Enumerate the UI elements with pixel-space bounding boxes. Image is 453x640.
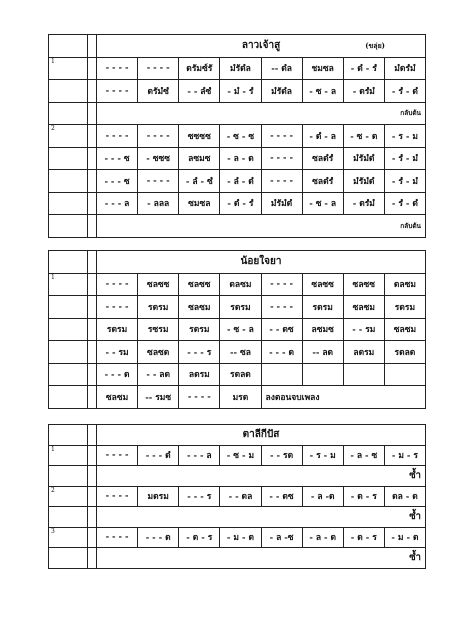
note-cell: - ล - ซ — [343, 445, 384, 466]
note-cell: ซลซซ — [179, 273, 220, 296]
note-cell: - - - ล — [179, 445, 220, 466]
note-cell: - - - - — [97, 296, 138, 319]
note-cell: ลซมซ — [179, 147, 220, 170]
section-title: น้อยใจยา — [97, 251, 426, 274]
note-cell: - - รม — [97, 341, 138, 364]
table-row — [49, 466, 426, 487]
note-cell: รดรม — [138, 296, 179, 319]
table-row — [49, 147, 426, 170]
row-number: 1 — [49, 273, 88, 296]
note-cell: - ม - ด — [384, 527, 425, 548]
note-cell: - - - - — [97, 80, 138, 103]
table-row — [49, 445, 426, 466]
note-cell: ดรัมํซํ — [138, 80, 179, 103]
note-cell: - - - ดํ — [138, 445, 179, 466]
note-cell: -- ซล — [220, 341, 261, 364]
table-row — [49, 170, 426, 193]
note-cell: - รํ - มํ — [384, 170, 425, 193]
repeat-marker: ซ้ำ — [97, 548, 426, 569]
note-cell: - - รด — [261, 445, 302, 466]
note-cell: - - - - — [138, 125, 179, 148]
section-title — [97, 35, 426, 58]
note-cell: มรด — [220, 386, 261, 409]
note-cell: ซซซซ — [179, 125, 220, 148]
note-cell: - - - - — [97, 273, 138, 296]
note-cell: - ด - ร — [179, 527, 220, 548]
note-cell: - - - ด — [138, 527, 179, 548]
note-cell: ซลซซ — [302, 273, 343, 296]
table-row — [49, 548, 426, 569]
section-tali-kipas-table — [48, 424, 426, 569]
table-row — [49, 215, 426, 238]
note-cell: - ดรํมํ — [343, 80, 384, 103]
note-cell: มํรัดํล — [261, 80, 302, 103]
note-cell: - ลํ - ซํ — [179, 170, 220, 193]
note-cell: - - - ล — [97, 192, 138, 215]
note-cell: - - - - — [261, 296, 302, 319]
note-cell: ซลซม — [97, 386, 138, 409]
note-cell: - - - - — [97, 527, 138, 548]
note-cell: มํรัมํดํ — [261, 192, 302, 215]
repeat-marker: ซ้ำ — [97, 466, 426, 487]
note-cell: ลดรม — [179, 363, 220, 386]
section-noi-jai-ya-table — [48, 250, 426, 409]
note-cell: - ซซซ — [138, 147, 179, 170]
note-cell: - - - - — [261, 170, 302, 193]
note-cell: ลดรม — [343, 341, 384, 364]
note-cell: ชมซล — [302, 57, 343, 80]
table-row — [49, 57, 426, 80]
note-cell: - - ลด — [138, 363, 179, 386]
note-cell: - ซ - ล — [220, 318, 261, 341]
table-row — [49, 386, 426, 409]
note-cell: - - - - — [261, 147, 302, 170]
note-cell: รดรม — [302, 296, 343, 319]
note-cell: - - - - — [138, 170, 179, 193]
note-cell: - - รม — [343, 318, 384, 341]
note-cell: ซลดํรํ — [302, 170, 343, 193]
note-cell: - - ลํซํ — [179, 80, 220, 103]
note-cell: มํดรํมํ — [384, 57, 425, 80]
ending-instruction: ลงตอนจบเพลง — [261, 386, 426, 409]
section-title: ตาลีกีปัส — [97, 425, 426, 446]
note-cell: - รํ - ดํ — [384, 80, 425, 103]
note-cell: - ด - ร — [343, 486, 384, 507]
note-cell: ดลซม — [220, 273, 261, 296]
note-cell: - ล - ด — [302, 527, 343, 548]
note-cell: ซลดํรํ — [302, 147, 343, 170]
note-cell: มํรัมํดํ — [343, 170, 384, 193]
note-cell: ซลซซ — [138, 273, 179, 296]
note-cell: - - - ร — [179, 341, 220, 364]
note-cell: มํรัดํล — [220, 57, 261, 80]
note-cell: ซลซม — [384, 318, 425, 341]
note-cell: - ร - ม — [302, 445, 343, 466]
note-cell: - - - - — [97, 486, 138, 507]
table-row — [49, 507, 426, 528]
table-row — [49, 296, 426, 319]
note-cell: -- รมซ — [138, 386, 179, 409]
note-cell: - - - - — [261, 125, 302, 148]
table-row — [49, 486, 426, 507]
note-cell: - - - ด — [261, 341, 302, 364]
note-cell: - - ดซ — [261, 318, 302, 341]
note-cell: - - - ซ — [97, 170, 138, 193]
note-cell: - ลลล — [138, 192, 179, 215]
note-cell: รซรม — [138, 318, 179, 341]
section-title-text: ลาวเจ้าสู — [241, 40, 281, 52]
note-cell: รดรม — [384, 296, 425, 319]
table-row — [49, 125, 426, 148]
note-cell: - - - - — [261, 273, 302, 296]
note-cell: - ซ - ด — [343, 125, 384, 148]
row-number: 1 — [49, 57, 88, 80]
note-cell: รดรม — [220, 296, 261, 319]
table-row — [49, 318, 426, 341]
note-cell: ลซมซ — [302, 318, 343, 341]
note-cell: รดลด — [220, 363, 261, 386]
note-cell: ซลซซ — [343, 273, 384, 296]
note-cell: - - - ร — [179, 486, 220, 507]
note-cell: - ดรํมํ — [343, 192, 384, 215]
note-cell: -- ลด — [302, 341, 343, 364]
note-cell: ซลซด — [138, 341, 179, 364]
note-cell: - ดํ - รํ — [220, 192, 261, 215]
table-row — [49, 273, 426, 296]
note-cell: - - ดล — [220, 486, 261, 507]
note-cell: - - ดซ — [261, 486, 302, 507]
note-cell: ดลซม — [384, 273, 425, 296]
note-cell: - ดํ - ล — [302, 125, 343, 148]
note-cell: ซลซม — [343, 296, 384, 319]
note-cell: - ลํ - ดํ — [220, 170, 261, 193]
note-cell: - ซ - ล — [302, 80, 343, 103]
note-cell: - รํ - มํ — [384, 147, 425, 170]
note-cell: - ซ - ม — [220, 445, 261, 466]
note-cell: - มํ - รํ — [220, 80, 261, 103]
table-row — [49, 341, 426, 364]
note-cell: - ดํ - รํ — [343, 57, 384, 80]
note-cell: - ล - ด — [220, 147, 261, 170]
note-cell: มดรม — [138, 486, 179, 507]
row-number: 3 — [49, 527, 88, 548]
return-to-start-note: กลับต้น — [97, 215, 426, 238]
note-cell: - - - - — [97, 57, 138, 80]
row-number: 2 — [49, 125, 88, 148]
note-cell: - ซ - ล — [302, 192, 343, 215]
note-cell: รดรม — [179, 318, 220, 341]
note-cell: - - - - — [138, 57, 179, 80]
return-to-start-note: กลับต้น — [97, 102, 426, 125]
note-cell: - - - ซ — [97, 147, 138, 170]
note-cell: - ล -ซ — [261, 527, 302, 548]
section-subtitle: (ขลุ่ย) — [365, 41, 385, 50]
note-cell: - ม - ร — [384, 445, 425, 466]
note-cell: ซลซม — [179, 296, 220, 319]
table-row — [49, 80, 426, 103]
note-cell: - - - - — [97, 125, 138, 148]
table-row — [49, 363, 426, 386]
note-cell: - - - - — [97, 445, 138, 466]
section-lao-chao-su-table — [48, 34, 426, 238]
table-row — [49, 102, 426, 125]
table-row — [49, 192, 426, 215]
note-cell: - - - - — [179, 386, 220, 409]
note-cell: - - - ด — [97, 363, 138, 386]
note-cell: - ร - ม — [384, 125, 425, 148]
table-row — [49, 527, 426, 548]
note-cell: - รํ - ดํ — [384, 192, 425, 215]
note-cell: รดลด — [384, 341, 425, 364]
note-cell: มํรัมํดํ — [343, 147, 384, 170]
note-cell: รดรม — [97, 318, 138, 341]
note-cell: ดล - ด — [384, 486, 425, 507]
row-number: 2 — [49, 486, 88, 507]
repeat-marker: ซ้ำ — [97, 507, 426, 528]
note-cell: - ม - ด — [220, 527, 261, 548]
note-cell: - ด - ร — [343, 527, 384, 548]
note-cell: ซมซล — [179, 192, 220, 215]
note-cell: - ล -ด — [302, 486, 343, 507]
note-cell: -- ดํล — [261, 57, 302, 80]
note-cell: ดรัมซ์รั — [179, 57, 220, 80]
note-cell: - ซ - ซ — [220, 125, 261, 148]
row-number: 1 — [49, 445, 88, 466]
